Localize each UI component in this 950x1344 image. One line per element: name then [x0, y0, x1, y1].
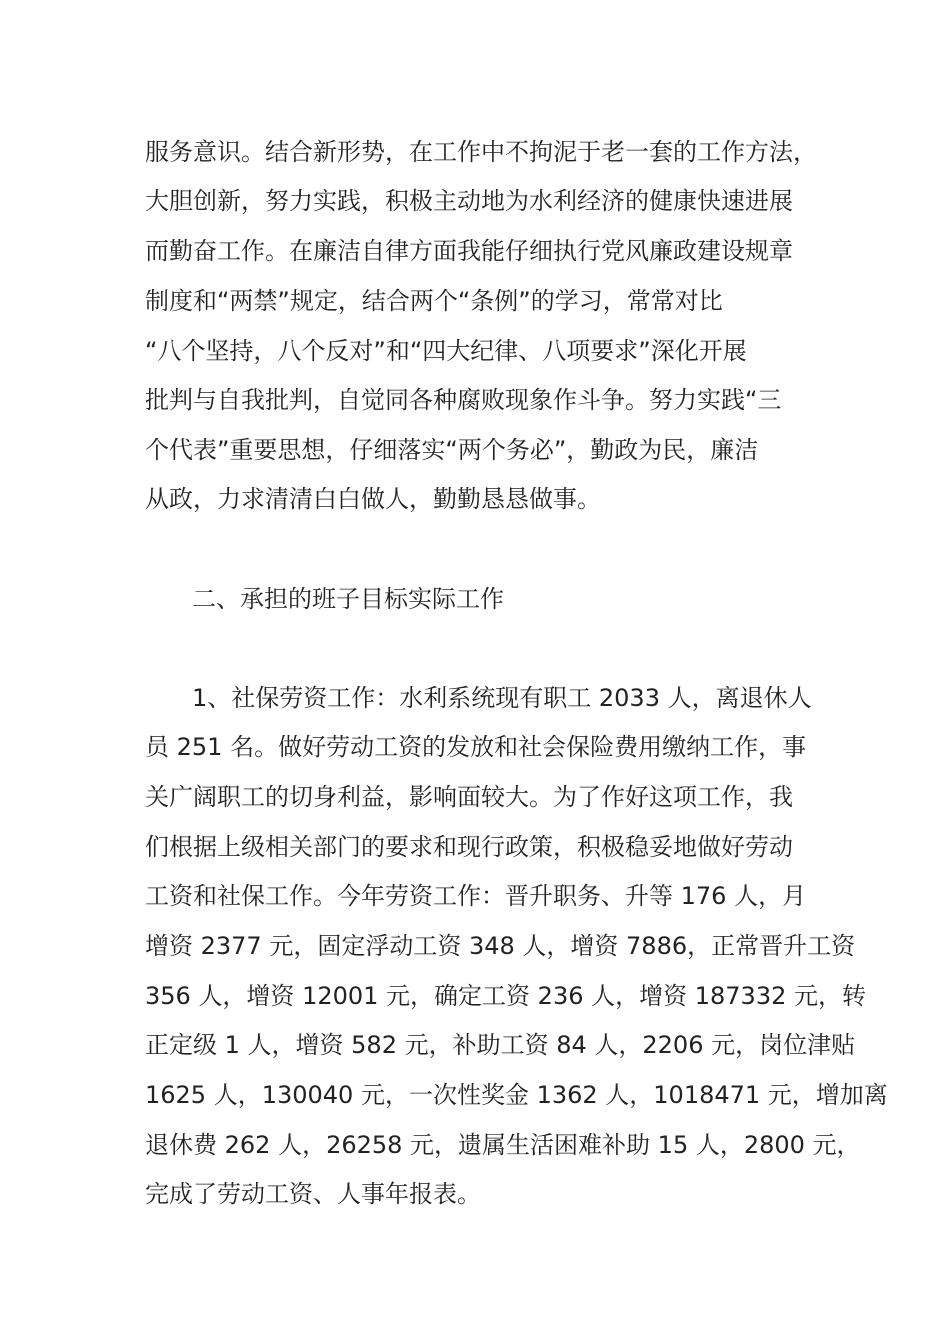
- paragraph-2-line-10: 退休费 262 人，26258 元，遗属生活困难补助 15 人，2800 元，: [145, 1131, 861, 1159]
- paragraph-1-line-3: 而勤奋工作。在廉洁自律方面我能仔细执行党风廉政建设规章: [145, 237, 793, 265]
- paragraph-2-line-8: 正定级 1 人，增资 582 元，补助工资 84 人，2206 元，岗位津贴: [145, 1031, 856, 1059]
- paragraph-1-line-2: 大胆创新，努力实践，积极主动地为水利经济的健康快速进展: [145, 187, 793, 215]
- paragraph-2-line-7: 356 人，增资 12001 元，确定工资 236 人，增资 187332 元，转: [145, 982, 866, 1010]
- paragraph-1-line-8: 从政，力求清清白白做人，勤勤恳恳做事。: [145, 485, 601, 513]
- paragraph-2-line-9: 1625 人，130040 元，一次性奖金 1362 人，1018471 元，增加离: [145, 1081, 888, 1109]
- paragraph-1-line-1: 服务意识。结合新形势，在工作中不拘泥于老一套的工作方法，: [145, 138, 817, 166]
- paragraph-2-line-2: 员 251 名。做好劳动工资的发放和社会保险费用缴纳工作，事: [145, 733, 807, 761]
- paragraph-2-line-3: 关广阔职工的切身利益，影响面较大。为了作好这项工作，我: [145, 783, 793, 811]
- paragraph-2-line-1: 1、社保劳资工作：水利系统现有职工 2033 人，离退休人: [192, 684, 812, 712]
- paragraph-2-line-4: 们根据上级相关部门的要求和现行政策，积极稳妥地做好劳动: [145, 833, 793, 861]
- paragraph-1-line-4: 制度和“两禁”规定，结合两个“条例”的学习，常常对比: [145, 287, 723, 315]
- paragraph-2-line-11: 完成了劳动工资、人事年报表。: [145, 1180, 481, 1208]
- paragraph-1-line-7: 个代表”重要思想，仔细落实“两个务必”，勤政为民，廉洁: [145, 436, 759, 464]
- paragraph-1-line-5: “八个坚持，八个反对”和“四大纪律、八项要求”深化开展: [145, 337, 747, 365]
- paragraph-1-line-6: 批判与自我批判，自觉同各种腐败现象作斗争。努力实践“三: [145, 386, 782, 414]
- paragraph-2-line-6: 增资 2377 元，固定浮动工资 348 人，增资 7886，正常晋升工资: [145, 932, 856, 960]
- section-heading: 二、承担的班子目标实际工作: [192, 585, 504, 613]
- paragraph-2-line-5: 工资和社保工作。今年劳资工作：晋升职务、升等 176 人，月: [145, 882, 807, 910]
